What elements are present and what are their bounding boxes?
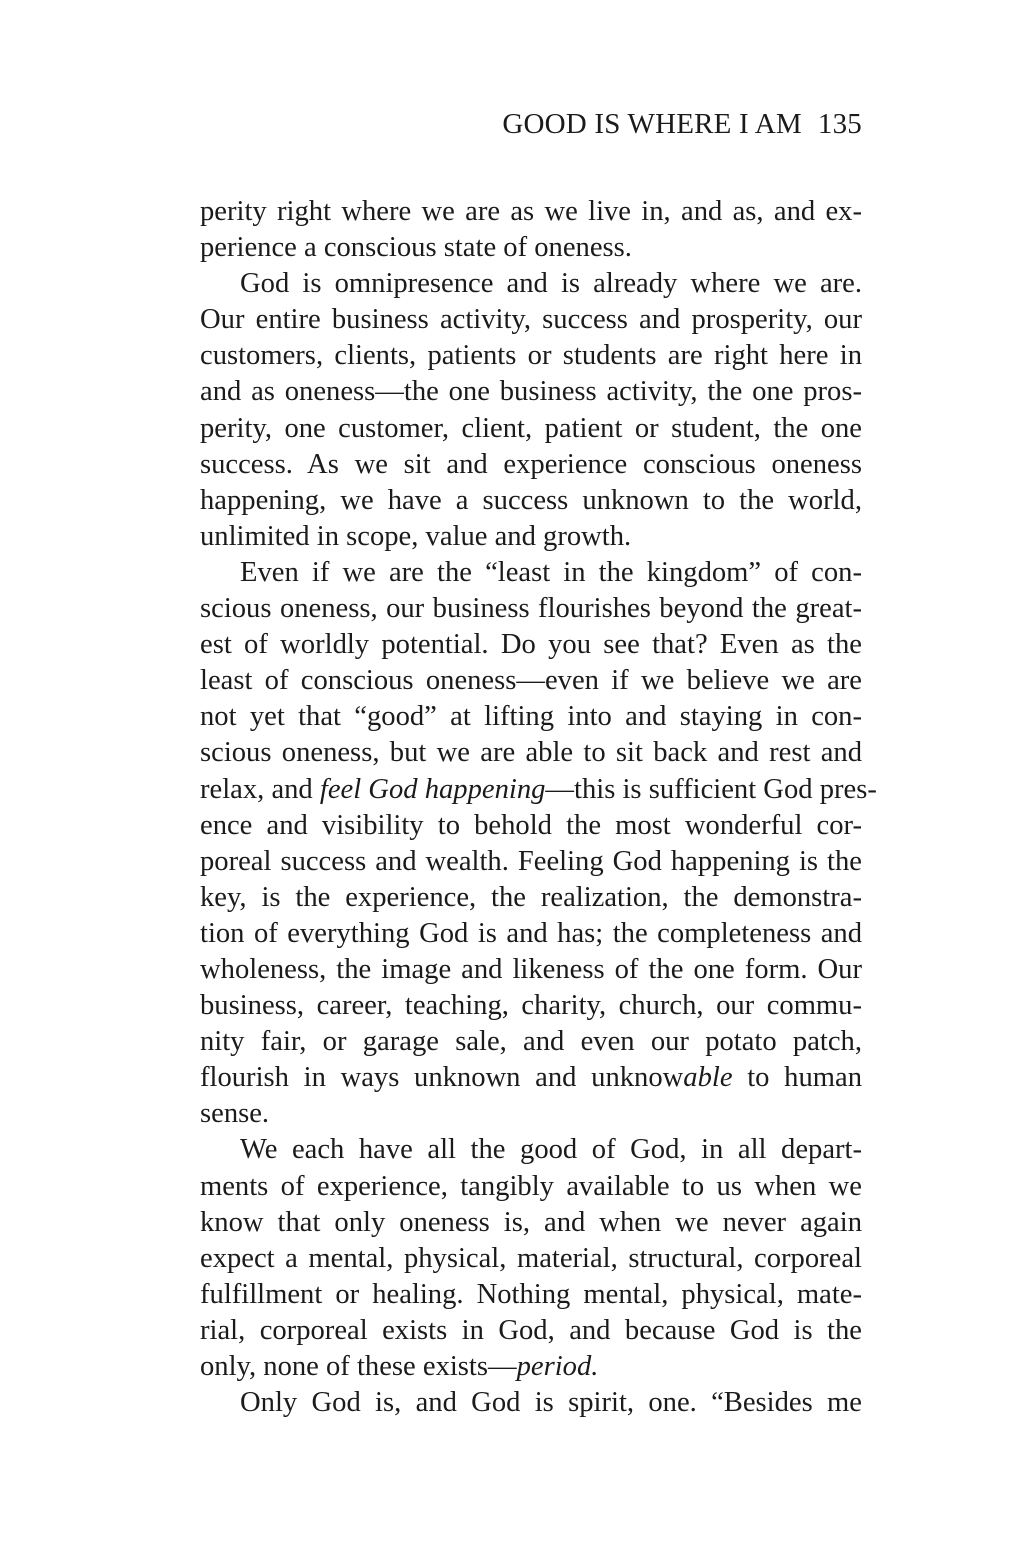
- page-number: 135: [817, 108, 862, 140]
- text-span: We each have all the good of God, in all depart-: [240, 1134, 862, 1166]
- text-line: [200, 555, 862, 591]
- text-line: [200, 447, 862, 483]
- text-line: [200, 735, 862, 771]
- text-line: [200, 591, 862, 627]
- text-line: [200, 772, 877, 808]
- text-span: flourish in ways unknown and unknow: [200, 1062, 684, 1094]
- text-span: business, career, teaching, charity, church, our commu-: [200, 990, 862, 1022]
- text-span: know that only oneness is, and when we never again: [200, 1206, 862, 1238]
- text-span: Even if we are the “least in the kingdom” of con-: [240, 556, 862, 588]
- text-line: [200, 483, 862, 519]
- text-span: Our entire business activity, success and prosperity, our: [200, 304, 862, 336]
- text-span: ments of experience, tangibly available to us when we: [200, 1170, 862, 1202]
- running-header: [200, 104, 862, 144]
- text-line: [200, 374, 862, 410]
- text-span: and as oneness—the one business activity, the one pros-: [200, 376, 862, 408]
- text-line: [200, 1096, 862, 1132]
- body-text: [200, 194, 877, 1421]
- text-span: only, none of these exists—: [200, 1351, 517, 1382]
- italic-text: feel God happening: [319, 773, 546, 805]
- text-line: [200, 1205, 862, 1241]
- text-span: God is omnipresence and is already where we are.: [240, 268, 862, 300]
- text-span: relax, and: [200, 773, 320, 805]
- text-span: ence and visibility to behold the most wonderful cor-: [200, 809, 862, 841]
- text-line: [200, 1313, 862, 1349]
- text-span: least of conscious oneness—even if we believe we are: [200, 665, 862, 697]
- text-line: [200, 194, 862, 230]
- text-span: tion of everything God is and has; the completeness and: [200, 917, 862, 949]
- text-span: est of worldly potential. Do you see that? Even as the: [200, 629, 862, 661]
- text-span: poreal success and wealth. Feeling God happening is the: [200, 845, 862, 877]
- text-line: [200, 266, 862, 302]
- text-span: expect a mental, physical, material, structural, corporeal: [200, 1242, 862, 1274]
- text-line: [200, 338, 862, 374]
- text-line: [200, 916, 862, 952]
- text-span: perience a conscious state of oneness.: [200, 232, 632, 264]
- text-span: nity fair, or garage sale, and even our potato patch,: [200, 1026, 862, 1058]
- text-span: rial, corporeal exists in God, and because God is the: [200, 1314, 862, 1346]
- text-line: [200, 411, 862, 447]
- text-span: Only God is, and God is spirit, one. “Besides me: [240, 1387, 862, 1419]
- text-span: scious oneness, our business flourishes beyond the great-: [200, 593, 862, 625]
- text-line: [200, 627, 862, 663]
- text-line: [200, 1060, 862, 1096]
- italic-text: period.: [516, 1351, 599, 1382]
- text-line: [200, 1169, 862, 1205]
- text-line: [200, 844, 862, 880]
- text-line: [200, 663, 862, 699]
- text-line: [200, 1024, 862, 1060]
- text-span: happening, we have a success unknown to the world,: [200, 484, 862, 516]
- text-line: [200, 519, 862, 555]
- text-span: sense.: [200, 1098, 270, 1130]
- text-line: [200, 952, 862, 988]
- text-line: [200, 808, 862, 844]
- text-line: [200, 880, 862, 916]
- text-span: —this is sufficient God pres-: [545, 773, 877, 805]
- text-span: unlimited in scope, value and growth.: [200, 520, 632, 552]
- text-span: to human: [732, 1062, 862, 1094]
- text-line: [200, 988, 862, 1024]
- text-line: [200, 1241, 862, 1277]
- text-span: not yet that “good” at lifting into and staying in con-: [200, 701, 862, 733]
- text-span: perity, one customer, client, patient or student, the one: [200, 412, 862, 444]
- text-line: [200, 699, 862, 735]
- running-title: GOOD IS WHERE I AM: [502, 108, 802, 140]
- text-span: customers, clients, patients or students are right here in: [200, 340, 862, 372]
- text-span: key, is the experience, the realization, the demonstra-: [200, 881, 862, 913]
- text-span: success. As we sit and experience conscious oneness: [200, 448, 862, 480]
- text-line: [200, 302, 862, 338]
- text-span: scious oneness, but we are able to sit back and rest and: [200, 737, 862, 769]
- text-line: [200, 1132, 862, 1168]
- text-span: perity right where we are as we live in, and as, and ex-: [200, 196, 862, 227]
- text-span: wholeness, the image and likeness of the one form. Our: [200, 953, 862, 985]
- text-span: fulfillment or healing. Nothing mental, physical, mate-: [200, 1278, 862, 1310]
- text-line: [200, 1277, 862, 1313]
- text-line: [200, 1385, 862, 1421]
- text-line: [200, 230, 862, 266]
- italic-text: able: [683, 1062, 733, 1094]
- text-line: [200, 1349, 862, 1385]
